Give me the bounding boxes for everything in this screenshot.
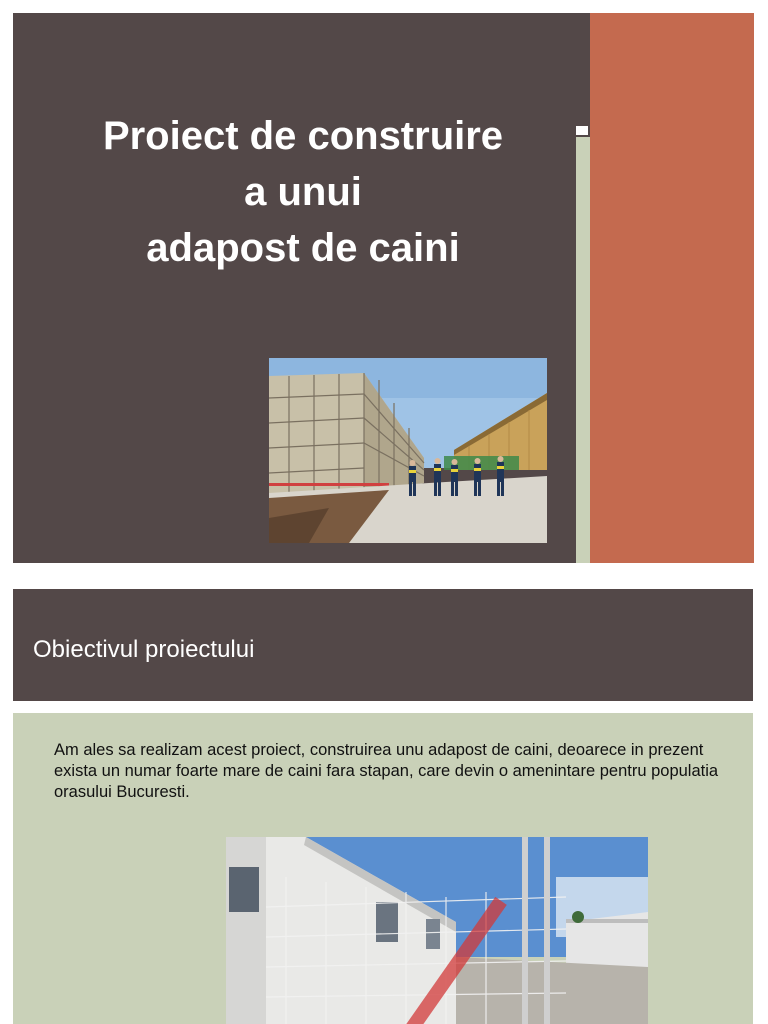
section-heading: Obiectivul proiectului (33, 636, 255, 663)
objective-paragraph: Am ales sa realizam acest proiect, construirea unu adapost de caini, deoarece in prezent exista un numar foarte mare de caini fara stapan, care devin o amenintare pentru populatia orasului Bucuresti. (54, 741, 719, 801)
title-line-1: Proiect de construire (102, 114, 504, 158)
accent-strip (576, 137, 590, 563)
dog-shelter-kennels-photo (226, 837, 648, 1024)
section-header-slide (13, 589, 753, 701)
slide-title (43, 108, 563, 276)
content-slide (13, 713, 753, 1024)
title-line-2: a unui (244, 170, 362, 214)
title-slide (13, 13, 754, 563)
accent-notch (576, 126, 588, 135)
accent-bar (590, 13, 754, 563)
title-line-3: adapost de caini (146, 226, 460, 270)
construction-site-photo (269, 358, 547, 543)
